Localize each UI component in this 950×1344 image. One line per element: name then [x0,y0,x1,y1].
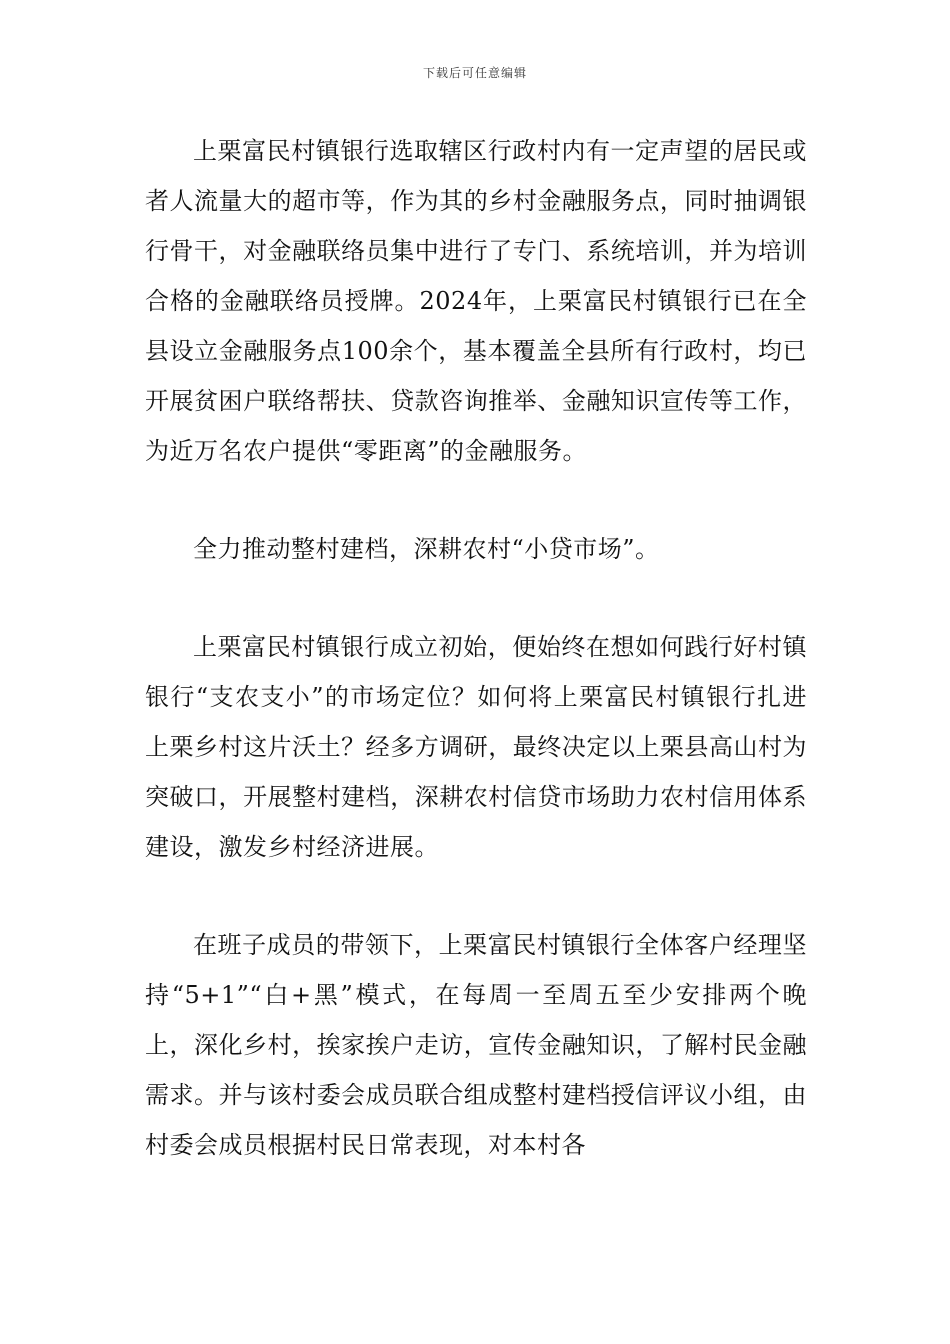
paragraph-market-positioning: 上栗富民村镇银行成立初始，便始终在想如何践行好村镇银行“支农支小”的市场定位？如何将上栗富民村镇银行扎进上栗乡村这片沃土？经多方调研，最终决定以上栗县高山村为突破口，开展整村建档，深耕农村信贷市场助力农村信用体系建设，激发乡村经济进展。 [145,633,807,861]
paragraph-gap [145,574,807,622]
paragraph-service-points: 上栗富民村镇银行选取辖区行政村内有一定声望的居民或者人流量大的超市等，作为其的乡村金融服务点，同时抽调银行骨干，对金融联络员集中进行了专门、系统培训，并为培训合格的金融联络员授牌。2024年，上栗富民村镇银行已在全县设立金融服务点100余个，基本覆盖全县所有行政村，均已开展贫困户联络帮扶、贷款咨询推举、金融知识宣传等工作，为近万名农户提供“零距离”的金融服务。 [145,137,807,465]
paragraph-heading-village-archive: 全力推动整村建档，深耕农村“小贷市场”。 [193,535,660,563]
document-body [145,126,807,1170]
paragraph-team-visits: 在班子成员的带领下，上栗富民村镇银行全体客户经理坚持“5+1”“白+黑”模式，在每周一至周五至少安排两个晚上，深化乡村，挨家挨户走访，宣传金融知识，了解村民金融需求。并与该村委会成员联合组成整村建档授信评议小组，由村委会成员根据村民日常表现，对本村各 [145,931,807,1159]
page-header: 下载后可任意编辑 [422,66,527,80]
paragraph-gap [145,872,807,920]
paragraph-gap [145,476,807,524]
